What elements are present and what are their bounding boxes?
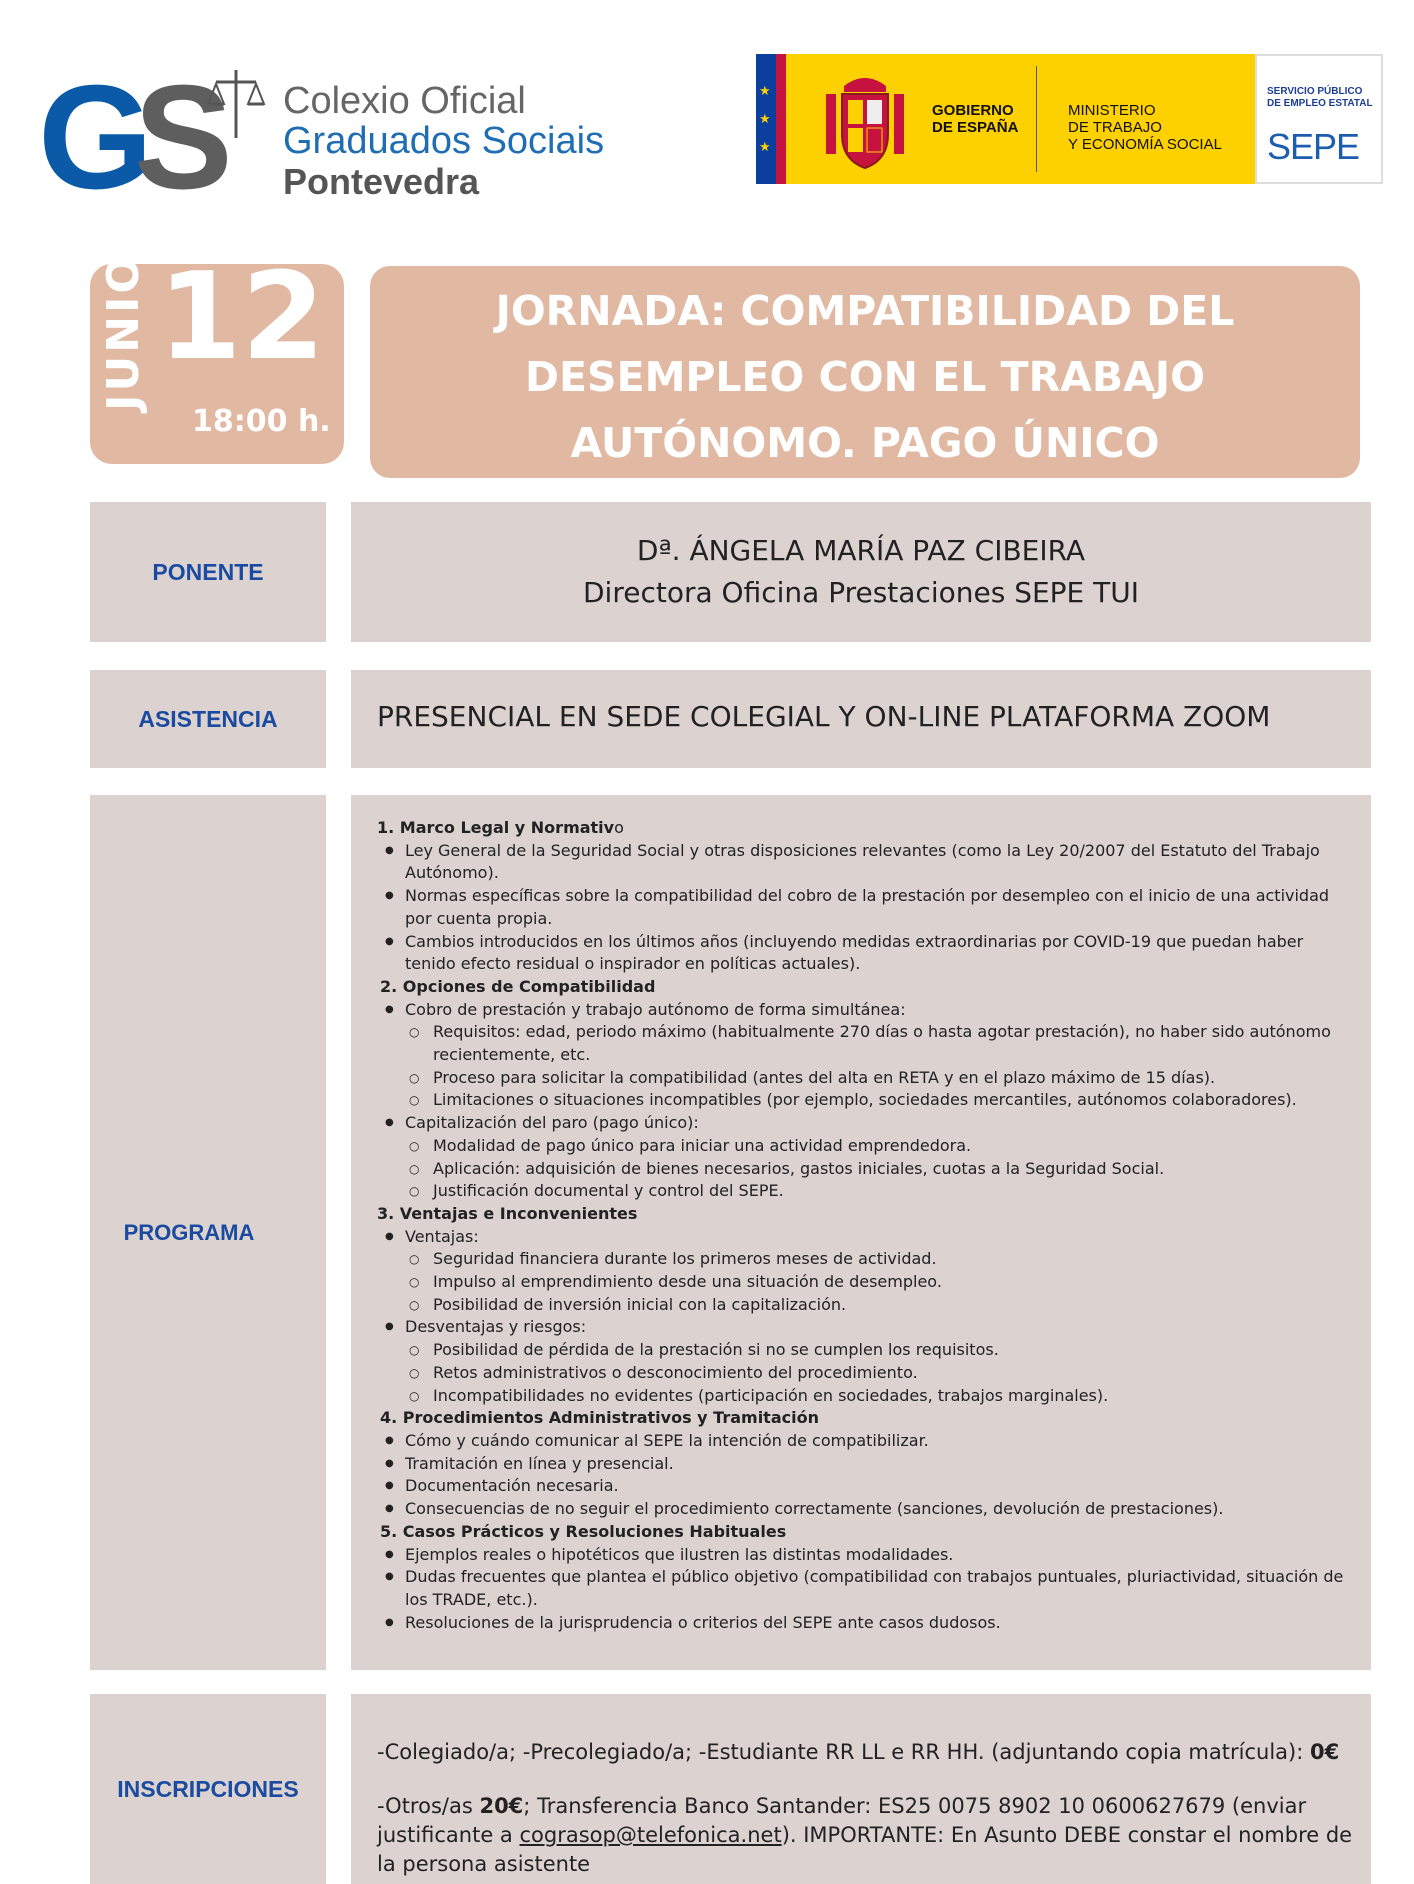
price-free: 0€: [1309, 1740, 1340, 1764]
list-subitem: ○ Incompatibilidades no evidentes (participación en sociedades, trabajos marginales).: [377, 1385, 1357, 1408]
list-subitem: ○ Modalidad de pago único para iniciar una actividad emprendedora.: [377, 1135, 1357, 1158]
list-item: ● Ventajas:: [377, 1226, 1357, 1249]
section-title: 5. Casos Prácticos y Resoluciones Habituales: [380, 1521, 787, 1541]
asistencia-cell: [351, 670, 1371, 768]
logo-line-3: Pontevedra: [283, 161, 480, 202]
ponente-role: Directora Oficina Prestaciones SEPE TUI: [583, 576, 1139, 609]
ministerio-text: MINISTERIO DE TRABAJO Y ECONOMÍA SOCIAL: [1068, 102, 1222, 153]
inscripcion-colegiados: -Colegiado/a; -Precolegiado/a; -Estudiante RR LL e RR HH. (adjuntando copia matrícula): 0€: [377, 1740, 1340, 1764]
asistencia-text: PRESENCIAL EN SEDE COLEGIAL Y ON-LINE PLATAFORMA ZOOM: [377, 700, 1271, 733]
flag-stripe: [776, 54, 786, 184]
inscripciones-cell: [351, 1694, 1371, 1884]
list-item: ● Documentación necesaria.: [377, 1475, 1357, 1498]
inscripciones-label: INSCRIPCIONES: [90, 1694, 326, 1884]
star-icon: ★: [759, 84, 771, 99]
sepe-logo: [1255, 54, 1383, 184]
event-title: JORNADA: COMPATIBILIDAD DEL DESEMPLEO CON EL TRABAJO AUTÓNOMO. PAGO ÚNICO: [495, 287, 1235, 467]
star-icon: ★: [759, 112, 771, 127]
logo-mark: G: [38, 55, 148, 220]
section-title: 4. Procedimientos Administrativos y Tramitación: [380, 1408, 819, 1428]
price-otros: 20€: [479, 1794, 524, 1818]
section-title: 3. Ventajas e Inconvenientes: [377, 1203, 638, 1223]
list-item: ● Tramitación en línea y presencial.: [377, 1453, 1357, 1476]
gobierno-text: GOBIERNO DE ESPAÑA: [932, 102, 1019, 136]
list-item: ● Normas específicas sobre la compatibilidad del cobro de la prestación por desempleo con el inicio de una actividad por cuenta propia.: [377, 885, 1357, 930]
list-subitem: ○ Posibilidad de pérdida de la prestación si no se cumplen los requisitos.: [377, 1339, 1357, 1362]
section-title: 1. Marco Legal y Normativo: [377, 818, 624, 837]
justice-scale-icon: [206, 68, 266, 138]
gobierno-sepe-logo: [756, 54, 1383, 184]
list-subitem: ○ Impulso al emprendimiento desde una situación de desempleo.: [377, 1271, 1357, 1294]
list-item: ● Cobro de prestación y trabajo autónomo de forma simultánea:: [377, 999, 1357, 1022]
star-icon: ★: [759, 140, 771, 155]
list-item: ● Desventajas y riesgos:: [377, 1316, 1357, 1339]
list-subitem: ○ Aplicación: adquisición de bienes necesarios, gastos iniciales, cuotas a la Seguridad Social.: [377, 1158, 1357, 1181]
list-item: ● Cómo y cuándo comunicar al SEPE la intención de compatibilizar.: [377, 1430, 1357, 1453]
list-subitem: ○ Limitaciones o situaciones incompatibles (por ejemplo, sociedades mercantiles, autónomos colaboradores).: [377, 1089, 1357, 1112]
list-subitem: ○ Requisitos: edad, periodo máximo (habitualmente 270 días o hasta agotar prestación), no haber sido autónomo recientemente, etc.: [377, 1021, 1357, 1066]
email-link[interactable]: cograsop@telefonica.net: [519, 1823, 782, 1847]
event-title-box: [370, 266, 1360, 478]
list-item: ● Consecuencias de no seguir el procedimiento correctamente (sanciones, devolución de prestaciones).: [377, 1498, 1357, 1521]
ponente-name: Dª. ÁNGELA MARÍA PAZ CIBEIRA: [636, 534, 1086, 567]
logo-line-1: Colexio Oficial: [283, 80, 526, 122]
eu-flag-icon: [756, 54, 776, 184]
ponente-cell: [351, 502, 1371, 642]
sepe-subtitle: SERVICIO PÚBLICO DE EMPLEO ESTATAL: [1267, 86, 1373, 109]
list-subitem: ○ Proceso para solicitar la compatibilidad (antes del alta en RETA y en el plazo máximo de 15 días).: [377, 1067, 1357, 1090]
asistencia-label: ASISTENCIA: [90, 670, 326, 768]
list-item: ● Ley General de la Seguridad Social y otras disposiciones relevantes (como la Ley 20/2007 del Estatuto del Trabajo Autónomo).: [377, 840, 1357, 885]
programa-label: PROGRAMA: [90, 795, 326, 1670]
list-item: ● Resoluciones de la jurisprudencia o criterios del SEPE ante casos dudosos.: [377, 1612, 1357, 1635]
list-item: ● Capitalización del paro (pago único):: [377, 1112, 1357, 1135]
sepe-title: SEPE: [1267, 126, 1360, 167]
list-item: ● Ejemplos reales o hipotéticos que ilustren las distintas modalidades.: [377, 1544, 1357, 1567]
list-item: ● Cambios introducidos en los últimos años (incluyendo medidas extraordinarias por COVID-19 que puedan haber tenido efecto residual o inspirador en políticas actuales).: [377, 931, 1357, 976]
programa-content: [377, 817, 1357, 1634]
event-day: 12: [158, 248, 325, 387]
logo-line-2: Graduados Sociais: [283, 120, 605, 162]
programa-cell: [351, 795, 1371, 1670]
ponente-label: PONENTE: [90, 502, 326, 642]
divider: [1036, 66, 1037, 172]
event-time: 18:00 h.: [192, 404, 331, 439]
list-subitem: ○ Justificación documental y control del SEPE.: [377, 1180, 1357, 1203]
event-month: JUNIO: [98, 253, 149, 411]
logo-mark-s: S: [134, 55, 233, 220]
list-subitem: ○ Seguridad financiera durante los primeros meses de actividad.: [377, 1248, 1357, 1271]
inscripcion-otros: -Otros/as 20€; Transferencia Banco Santander: ES25 0075 8902 10 0600627679 (enviar justificante a cograsop@telefonica.net). IMPORTANTE: En Asunto DEBE constar el nombre de la persona asistente: [377, 1794, 1353, 1876]
list-item: ● Dudas frecuentes que plantea el público objetivo (compatibilidad con trabajos puntuales, pluriactividad, situación de los TRADE, etc.).: [377, 1566, 1357, 1611]
coat-of-arms-icon: [822, 64, 908, 174]
list-subitem: ○ Posibilidad de inversión inicial con la capitalización.: [377, 1294, 1357, 1317]
list-subitem: ○ Retos administrativos o desconocimiento del procedimiento.: [377, 1362, 1357, 1385]
colegio-logo: [38, 55, 638, 220]
event-date: [90, 248, 344, 464]
section-title: 2. Opciones de Compatibilidad: [380, 976, 656, 996]
